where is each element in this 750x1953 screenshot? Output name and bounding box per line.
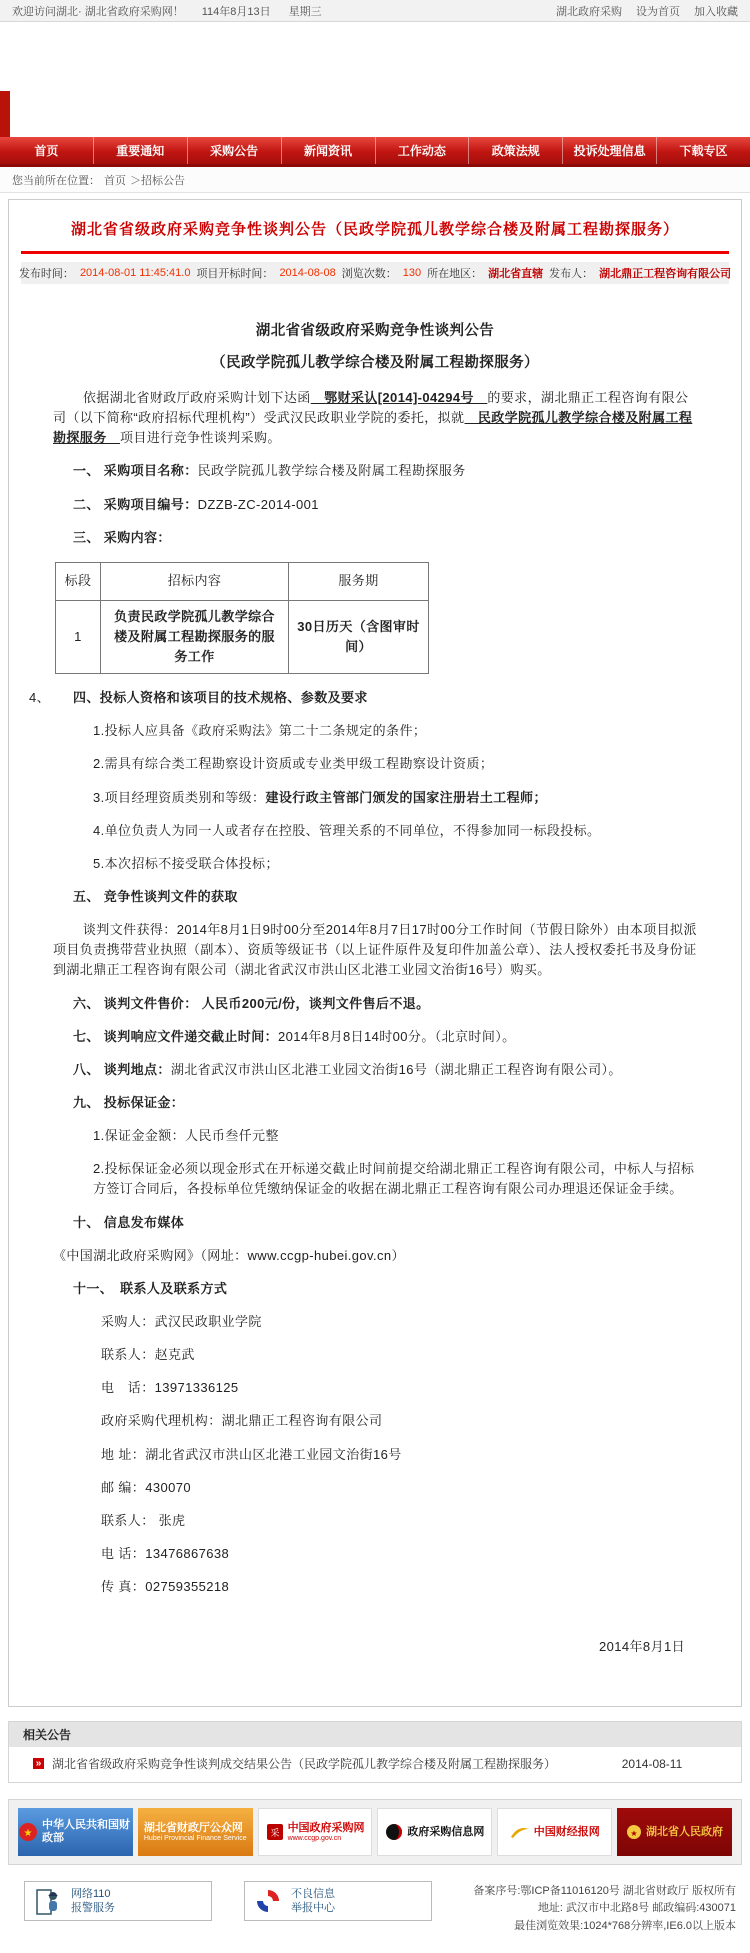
breadcrumb-prefix: 您当前所在位置：: [12, 174, 100, 187]
deposit-terms: 2.投标保证金必须以现金形式在开标递交截止时间前提交给湖北鼎正工程咨询有限公司，中标人与招标方签订合同后，各投标单位凭缴纳保证金的收据在湖北鼎正工程咨询有限公司办理退还保证金手续。: [93, 1161, 695, 1197]
nav-item-complaint-info[interactable]: 投诉处理信息: [563, 137, 657, 164]
svg-text:采: 采: [270, 1828, 280, 1839]
table-header-lot: 标段: [56, 562, 101, 600]
current-date: 114年8月13日: [201, 5, 271, 18]
nav-item-important-notices[interactable]: 重要通知: [94, 137, 188, 164]
police-officer-icon: [35, 1886, 61, 1916]
table-cell-service-period: 30日历天（含图审时间）: [289, 600, 429, 673]
publisher-value[interactable]: 湖北鼎正工程咨询有限公司: [599, 268, 732, 280]
requirement-2: 2.需具有综合类工程勘察设计资质或专业类甲级工程勘察设计资质；: [93, 756, 494, 772]
badge-cyber-police-110[interactable]: 网络110 报警服务: [24, 1881, 212, 1921]
views-label: 浏览次数：: [341, 268, 397, 280]
publish-time-value: 2014-08-01 11:45:41.0: [79, 267, 191, 279]
national-emblem-icon: [18, 1822, 38, 1842]
link-hubei-procurement[interactable]: 湖北政府采购: [556, 5, 622, 18]
section-negotiation-location: 八、 谈判地点：湖北省武汉市洪山区北港工业园文治街16号（湖北鼎正工程咨询有限公司）。: [73, 1061, 622, 1077]
link-add-favorite[interactable]: 加入收藏: [694, 5, 738, 18]
related-announcement-link[interactable]: 湖北省省级政府采购竞争性谈判成交结果公告（民政学院孤儿教学综合楼及附属工程勘探服务）: [52, 1757, 557, 1772]
intro-paragraph: 依据湖北省财政厅政府采购计划下达函 鄂财采认[2014]-04294号 的要求，湖北鼎正工程咨询有限公司（以下简称“政府招标代理机构”）受武汉民政职业学院的委托，拟就 民政学院孤儿教学综合楼及附属工程勘探服务 项目进行竞争性谈判采购。: [53, 389, 693, 446]
page-title: 湖北省省级政府采购竞争性谈判公告（民政学院孤儿教学综合楼及附属工程勘探服务）: [70, 221, 679, 238]
logo-china-gov-procurement-net[interactable]: 采 中国政府采购网 www.ccgp.gov.cn: [258, 1808, 373, 1856]
publish-time-label: 发布时间：: [18, 268, 74, 280]
main-nav: [0, 137, 750, 167]
contact-person-1: 联系人：赵克武: [101, 1347, 195, 1363]
region-value: 湖北省直辖: [488, 268, 544, 280]
region-label: 所在地区：: [427, 268, 483, 280]
requirement-4: 4.单位负责人为同一人或者存在控股、管理关系的不同单位，不得参加同一标段投标。: [93, 822, 601, 838]
section-document-price: 六、 谈判文件售价： 人民币200元/份，谈判文件售后不退。: [73, 995, 430, 1011]
badge-bad-info-report-center[interactable]: 不良信息 举报中心: [244, 1881, 432, 1921]
icp-record-line: 备案序号:鄂ICP备11016120号 湖北省财政厅 版权所有: [473, 1885, 736, 1898]
contact-person-2: 联系人： 张虎: [101, 1512, 186, 1528]
open-time-value: 2014-08-08: [279, 267, 336, 279]
header-banner-area: [0, 22, 750, 137]
contact-fax: 传 真：02759355218: [101, 1579, 230, 1595]
table-cell-lot: 1: [56, 600, 101, 673]
swoosh-icon: [510, 1825, 530, 1839]
related-announcement-date: 2014-08-11: [621, 1756, 683, 1771]
margin-note: 4、: [29, 690, 51, 706]
requirement-3: 3.项目经理资质类别和等级：建设行政主管部门颁发的国家注册岩土工程师；: [93, 789, 547, 805]
address-line: 地址: 武汉市中北路8号 邮政编码:430071: [537, 1902, 736, 1915]
current-weekday: 星期三: [288, 5, 322, 18]
procurement-table: [55, 562, 429, 674]
document-acquisition-text: 谈判文件获得：2014年8月1日9时00分至2014年8月7日17时00分工作时间（节假日除外）由本项目拟派项目负责携带营业执照（副本）、资质等级证书（以上证件原件及复印件加盖公章）、法人授权委托书及身份证到湖北鼎正工程咨询有限公司（湖北省武汉市洪山区北港工业园文治街16号）购买。: [53, 922, 697, 978]
plan-ref-number: 鄂财采认[2014]-04294号: [310, 389, 488, 405]
deposit-amount: 1.保证金金额：人民币叁仟元整: [93, 1128, 279, 1144]
contact-address: 地 址：湖北省武汉市洪山区北港工业园文治街16号: [101, 1446, 402, 1462]
double-arrow-icon: »: [33, 1758, 44, 1769]
related-announcements-header: 相关公告: [9, 1722, 741, 1747]
seal-icon: [266, 1823, 284, 1841]
section-publishing-media: 十、 信息发布媒体: [73, 1214, 185, 1230]
crescent-logo-icon: [385, 1823, 403, 1841]
nav-item-home[interactable]: 首页: [0, 137, 94, 164]
logo-hubei-provincial-government[interactable]: ★ 湖北省人民政府: [617, 1808, 732, 1856]
publishing-media-text: 《中国湖北政府采购网》（网址：www.ccgp-hubei.gov.cn）: [53, 1247, 405, 1263]
breadcrumb: [0, 167, 750, 193]
top-utility-bar: [0, 0, 750, 22]
section-project-number: 二、 采购项目编号：DZZB-ZC-2014-001: [73, 496, 319, 512]
section-procurement-content: 三、 采购内容：: [73, 529, 171, 545]
section-bidder-qualifications: 4、 四、投标人资格和该项目的技术规格、参数及要求: [53, 688, 697, 708]
announcement-container: [8, 199, 742, 1707]
open-time-label: 项目开标时间：: [196, 268, 274, 280]
announcement-body: [9, 284, 741, 1680]
views-value: 130: [402, 267, 422, 279]
nav-item-work-updates[interactable]: 工作动态: [376, 137, 470, 164]
partner-logos-strip: [8, 1799, 742, 1865]
table-header-service-period: 服务期: [289, 562, 429, 600]
contact-agency: 政府采购代理机构：湖北鼎正工程咨询有限公司: [101, 1413, 383, 1429]
contact-zipcode: 邮 编：430070: [101, 1479, 191, 1495]
section-document-acquisition: 五、 竞争性谈判文件的获取: [73, 889, 238, 905]
doc-title-line2: （民政学院孤儿教学综合楼及附属工程勘探服务）: [211, 355, 539, 372]
banner-red-stub: [0, 91, 10, 137]
copyright-info: [473, 1881, 736, 1934]
contact-phone-2: 电 话：13476867638: [101, 1546, 230, 1561]
table-cell-content: 负责民政学院孤儿教学综合楼及附属工程勘探服务的服务工作: [101, 600, 289, 673]
contact-phone-1: 电 话：13971336125: [101, 1380, 239, 1396]
report-swirl-icon: [255, 1888, 281, 1914]
nav-item-procurement-announcements[interactable]: 采购公告: [188, 137, 282, 164]
logo-china-financial-news-net[interactable]: 中国财经报网: [497, 1808, 612, 1856]
logo-hubei-finance-dept[interactable]: 湖北省财政厅公众网 Hubei Provincial Finance Service: [138, 1808, 253, 1856]
table-header-content: 招标内容: [101, 562, 289, 600]
section-submission-deadline: 七、 谈判响应文件递交截止时间：2014年8月8日14时00分。（北京时间）。: [73, 1028, 516, 1044]
nav-item-policies[interactable]: 政策法规: [469, 137, 563, 164]
breadcrumb-home-link[interactable]: 首页: [104, 174, 126, 187]
svg-text:★: ★: [23, 1828, 33, 1840]
project-name-inline: 民政学院孤儿教学综合楼及附属工程勘探服务: [53, 410, 693, 446]
page-footer: [0, 1865, 750, 1952]
list-item: [9, 1747, 741, 1782]
publisher-label: 发布人：: [549, 268, 594, 280]
section-contacts: 十一、 联系人及联系方式: [73, 1280, 228, 1296]
logo-ministry-of-finance[interactable]: ★ 中华人民共和国财政部: [18, 1808, 133, 1856]
svg-text:★: ★: [630, 1829, 638, 1839]
best-viewed-line: 最佳浏览效果:1024*768分辨率,IE6.0以上版本: [514, 1919, 736, 1932]
announcement-date: 2014年8月1日: [599, 1639, 685, 1655]
welcome-text: 欢迎访问湖北· 湖北省政府采购网！: [12, 5, 184, 18]
contact-purchaser: 采购人：武汉民政职业学院: [101, 1314, 262, 1330]
breadcrumb-current: ＞招标公告: [130, 174, 185, 187]
doc-title-line1: 湖北省省级政府采购竞争性谈判公告: [255, 323, 495, 339]
link-set-homepage[interactable]: 设为首页: [636, 5, 680, 18]
section-bid-deposit: 九、 投标保证金：: [73, 1095, 185, 1111]
requirement-1: 1.投标人应具备《政府采购法》第二十二条规定的条件；: [93, 723, 427, 739]
nav-item-news[interactable]: 新闻资讯: [282, 137, 376, 164]
nav-item-downloads[interactable]: 下载专区: [679, 144, 728, 158]
title-divider: [21, 251, 729, 254]
meta-bar: [18, 262, 732, 284]
section-project-name: 一、 采购项目名称：民政学院孤儿教学综合楼及附属工程勘探服务: [73, 463, 466, 479]
gold-emblem-icon: [626, 1824, 642, 1840]
table-row: [56, 600, 429, 673]
requirement-5: 5.本次招标不接受联合体投标；: [93, 855, 279, 871]
logo-gov-procurement-info-net[interactable]: 政府采购信息网: [377, 1808, 492, 1856]
